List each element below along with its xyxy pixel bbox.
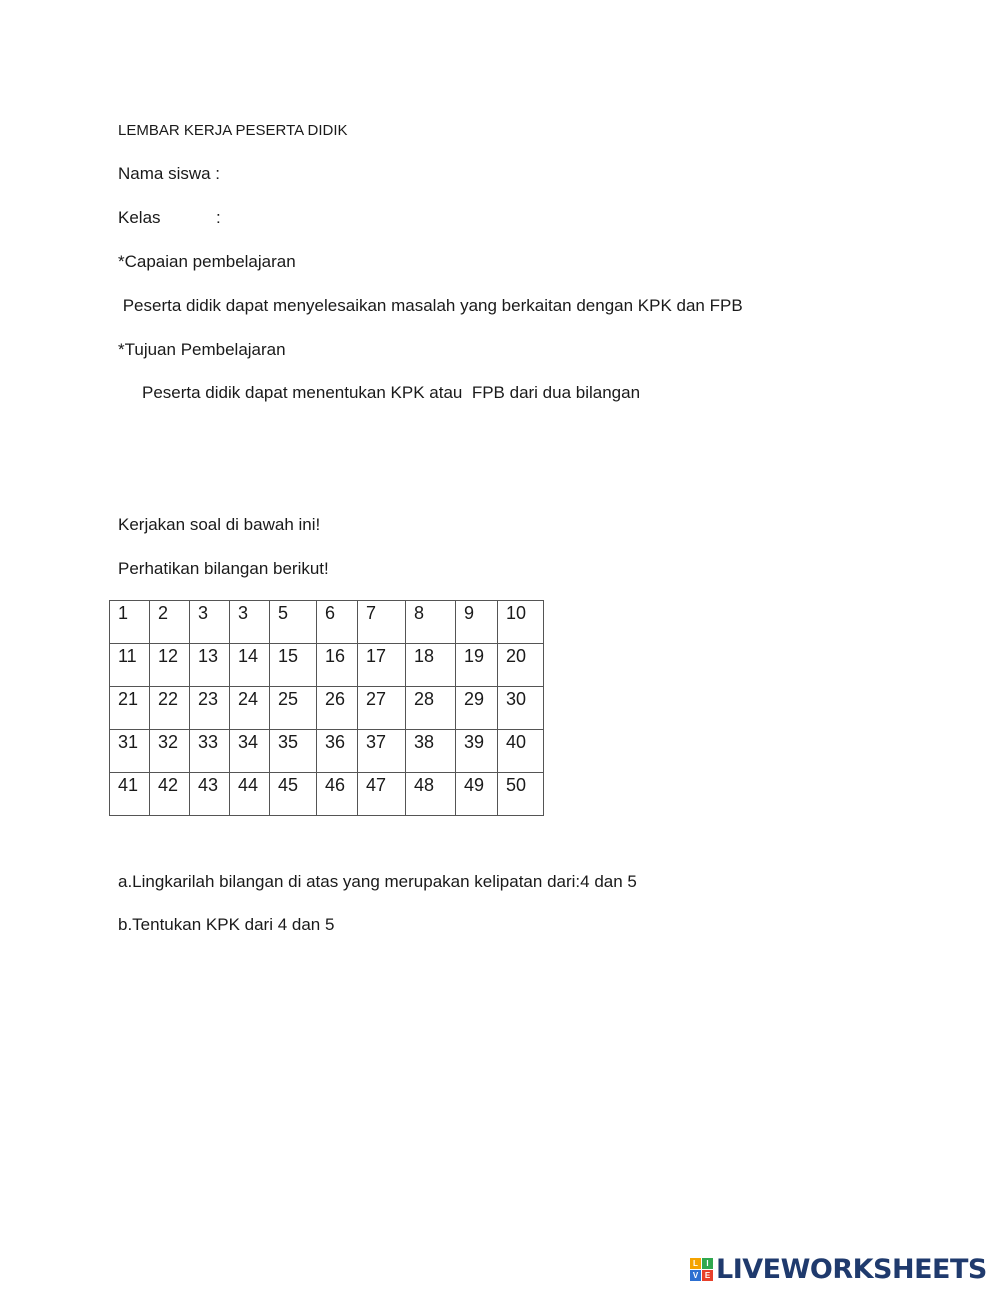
class-colon: : xyxy=(216,208,221,227)
grid-row xyxy=(110,773,544,816)
grid-cell: 38 xyxy=(406,730,456,773)
grid-cell: 26 xyxy=(317,687,358,730)
logo-letter-l: L xyxy=(690,1258,701,1269)
grid-cell: 24 xyxy=(230,687,270,730)
question-b: b.Tentukan KPK dari 4 dan 5 xyxy=(118,915,335,934)
grid-cell: 31 xyxy=(110,730,150,773)
grid-cell: 27 xyxy=(358,687,406,730)
grid-cell: 3 xyxy=(230,601,270,644)
grid-cell: 32 xyxy=(150,730,190,773)
grid-cell: 13 xyxy=(190,644,230,687)
learning-outcome-heading: *Capaian pembelajaran xyxy=(118,252,296,271)
grid-cell: 8 xyxy=(406,601,456,644)
grid-cell: 42 xyxy=(150,773,190,816)
grid-row xyxy=(110,730,544,773)
grid-cell: 28 xyxy=(406,687,456,730)
learning-goal-heading: *Tujuan Pembelajaran xyxy=(118,340,286,359)
grid-cell: 2 xyxy=(150,601,190,644)
logo-letter-v: V xyxy=(690,1270,701,1281)
grid-cell: 43 xyxy=(190,773,230,816)
liveworksheets-logo-icon xyxy=(690,1258,713,1281)
grid-cell: 19 xyxy=(456,644,498,687)
grid-cell: 17 xyxy=(358,644,406,687)
grid-cell: 12 xyxy=(150,644,190,687)
grid-cell: 46 xyxy=(317,773,358,816)
grid-cell: 22 xyxy=(150,687,190,730)
grid-cell: 34 xyxy=(230,730,270,773)
grid-cell: 23 xyxy=(190,687,230,730)
grid-cell: 5 xyxy=(270,601,317,644)
grid-cell: 21 xyxy=(110,687,150,730)
grid-cell: 30 xyxy=(498,687,544,730)
grid-cell: 47 xyxy=(358,773,406,816)
class-label: Kelas xyxy=(118,208,161,227)
grid-cell: 33 xyxy=(190,730,230,773)
grid-cell: 41 xyxy=(110,773,150,816)
grid-cell: 3 xyxy=(190,601,230,644)
grid-cell: 1 xyxy=(110,601,150,644)
grid-cell: 15 xyxy=(270,644,317,687)
grid-cell: 50 xyxy=(498,773,544,816)
grid-row xyxy=(110,601,544,644)
prompt-text: Perhatikan bilangan berikut! xyxy=(118,559,329,578)
grid-cell: 45 xyxy=(270,773,317,816)
instruction-text: Kerjakan soal di bawah ini! xyxy=(118,515,321,534)
grid-cell: 35 xyxy=(270,730,317,773)
grid-cell: 18 xyxy=(406,644,456,687)
grid-cell: 11 xyxy=(110,644,150,687)
grid-cell: 6 xyxy=(317,601,358,644)
question-a: a.Lingkarilah bilangan di atas yang merupakan kelipatan dari:4 dan 5 xyxy=(118,872,637,891)
grid-cell: 44 xyxy=(230,773,270,816)
grid-cell: 48 xyxy=(406,773,456,816)
grid-cell: 40 xyxy=(498,730,544,773)
grid-cell: 29 xyxy=(456,687,498,730)
logo-letter-i: I xyxy=(702,1258,713,1269)
grid-cell: 16 xyxy=(317,644,358,687)
number-grid xyxy=(109,600,544,816)
liveworksheets-logo-text: LIVEWORKSHEETS xyxy=(716,1254,987,1285)
worksheet-title: LEMBAR KERJA PESERTA DIDIK xyxy=(118,122,348,139)
grid-cell: 7 xyxy=(358,601,406,644)
learning-outcome-text: Peserta didik dapat menyelesaikan masalah yang berkaitan dengan KPK dan FPB xyxy=(118,296,743,315)
grid-cell: 49 xyxy=(456,773,498,816)
liveworksheets-logo xyxy=(690,1254,987,1285)
grid-cell: 25 xyxy=(270,687,317,730)
grid-cell: 9 xyxy=(456,601,498,644)
grid-row xyxy=(110,687,544,730)
grid-cell: 36 xyxy=(317,730,358,773)
learning-goal-text: Peserta didik dapat menentukan KPK atau FPB dari dua bilangan xyxy=(142,383,641,402)
grid-cell: 39 xyxy=(456,730,498,773)
student-name-label: Nama siswa : xyxy=(118,164,221,183)
grid-cell: 37 xyxy=(358,730,406,773)
grid-row xyxy=(110,644,544,687)
grid-cell: 10 xyxy=(498,601,544,644)
grid-cell: 14 xyxy=(230,644,270,687)
grid-cell: 20 xyxy=(498,644,544,687)
logo-letter-e: E xyxy=(702,1270,713,1281)
